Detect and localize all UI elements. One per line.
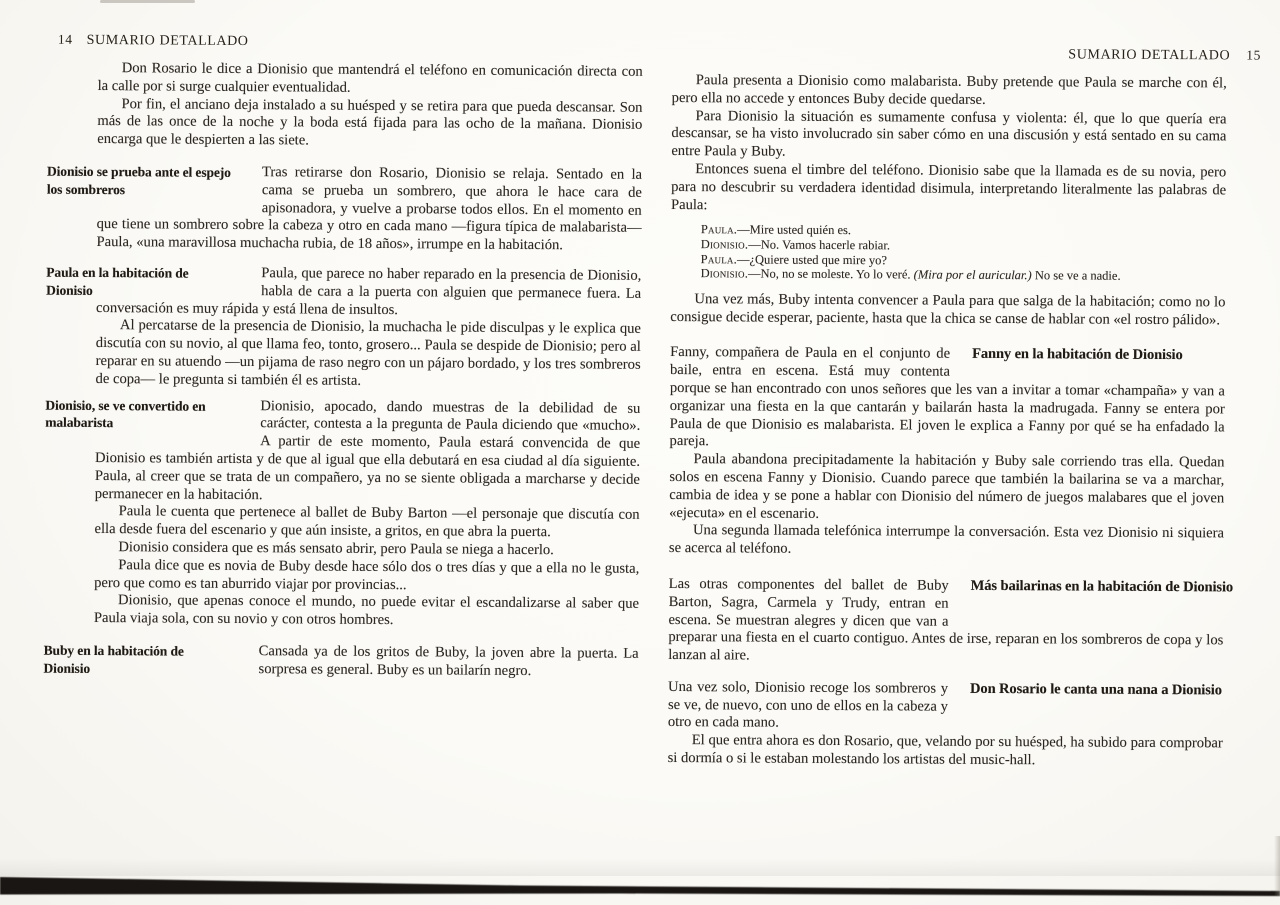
- dialogue-line: [701, 266, 1226, 284]
- paragraph: Paula abandona precipitadamente la habitación y Buby sale corriendo tras ella. Quedan solos en escena Fanny y Dionisio. Cuando parece que también la bailarina se va a marchar, cambia de idea y se pone a hablar con Dionisio del número de juegos malabares que el joven «ejecuta» en el escenario.: [669, 451, 1225, 522]
- margin-heading: Más bailarinas en la habitación de Dionisio: [970, 577, 1234, 596]
- margin-heading: Don Rosario le canta una nana a Dionisio: [970, 680, 1222, 699]
- scan-edge-right: [1274, 836, 1280, 896]
- margin-heading: Paula en la habitación de Dionisio: [46, 264, 189, 298]
- speaker-label: Paula.: [700, 222, 738, 237]
- paragraph: Para Dionisio la situación es sumamente confusa y violenta: él, que lo que quería era descansar, se ha visto involucrado sin saber cómo en una discusión y está sentado en su cama entre Paula y Buby.: [671, 107, 1227, 160]
- scan-edge-smudge: [100, 0, 195, 3]
- margin-heading: Fanny en la habitación de Dionisio: [972, 346, 1183, 364]
- stage-direction: (Mira por el auricular.): [913, 267, 1032, 283]
- paragraph: Paula, que parece no haber reparado en la presencia de Dionisio, habla de cara a la puerta con alguien que permanece fuera. La conversación es muy rápida y está llena de insultos.: [96, 265, 642, 318]
- section-dionisio-malabarista: [45, 397, 641, 632]
- running-head-left: [58, 32, 249, 50]
- margin-heading: Dionisio se prueba ante el espejo los sombreros: [46, 163, 231, 197]
- running-head-title: SUMARIO DETALLADO: [86, 32, 249, 50]
- paragraph: El que entra ahora es don Rosario, que, velando por su huésped, ha subido para comprobar si dormía o si le estaban molestando los artistas del music-hall.: [667, 732, 1223, 769]
- paragraph: Una vez más, Buby intenta convencer a Paula para que salga de la habitación; como no lo consigue decide esperar, paciente, hasta que la chica se canse de hablar con «el rostro pálido».: [670, 290, 1226, 328]
- section-fanny-habitacion: [669, 344, 1225, 561]
- paragraph: Dionisio, apocado, dando muestras de la debilidad de su carácter, contesta a la pregunta de Paula diciendo que «mucho». A partir de este momento, Paula estará convencida de que Dionisio es también artista y de que al igual que ella debutará en esa ciudad al día siguiente. Paula, al creer que se trata de un compañero, ya no se siente obligada a marcharse y decide permanecer en la habitación.: [94, 397, 641, 503]
- dialogue-text: —No, no se moleste. Yo lo veré.: [748, 266, 914, 282]
- speaker-label: Paula.: [700, 251, 738, 266]
- page-15: [667, 44, 1261, 771]
- text-column: [667, 44, 1234, 771]
- margin-heading: Buby en la habitación de Dionisio: [43, 642, 184, 676]
- paragraph: Cansada ya de los gritos de Buby, la joven abre la puerta. La sorpresa es general. Buby es un bailarín negro.: [258, 643, 639, 679]
- dialogue-text: —¿Quiere usted que mire yo?: [736, 251, 887, 267]
- margin-heading: Dionisio, se ve convertido en malabarista: [45, 397, 206, 431]
- running-head-title: SUMARIO DETALLADO: [1068, 47, 1231, 64]
- section-buby-habitacion: [43, 642, 639, 681]
- paragraph: Una vez solo, Dionisio recoge los sombreros y se ve, de nuevo, con uno de ellos en la cabeza y otro en cada mano.: [667, 678, 949, 732]
- dialogue-text: —Mire usted quién es.: [737, 222, 852, 238]
- dialogue-text: —No. Vamos hacerle rabiar.: [748, 237, 891, 253]
- page-14: [43, 31, 643, 681]
- section-mas-bailarinas: [668, 575, 1234, 668]
- paragraph: Una segunda llamada telefónica interrumpe la conversación. Esta vez Dionisio ni siquiera se acerca al teléfono.: [668, 522, 1225, 557]
- dialogue-block: [701, 223, 1226, 285]
- page-number: 15: [1246, 47, 1261, 63]
- paragraph: Dionisio considera que es más sensato abrir, pero Paula se niega a hacerlo.: [118, 539, 554, 559]
- paragraph: Las otras componentes del ballet de Buby Barton, Sagra, Carmela y Trudy, entran en escena. Se muestran alegres y dicen que van a preparar una fiesta en el cuarto contiguo. Antes de irse, reparan en los sombreros de copa y los lanzan al aire.: [668, 575, 1224, 664]
- page-number: 14: [57, 31, 73, 47]
- paragraph: Paula presenta a Dionisio como malabarista. Buby pretende que Paula se marche con él, pero ella no accede y entonces Buby decide quedarse.: [671, 72, 1227, 108]
- running-head-right: [1068, 46, 1261, 64]
- paragraph: Don Rosario le dice a Dionisio que mantendrá el teléfono en comunicación directa con la calle por si surge cualquier eventualidad.: [97, 60, 643, 96]
- paragraph: Fanny, compañera de Paula en el conjunto de baile, entra en escena. Está muy contenta porque se han encontrado con unos señores que les van a invitar a tomar «champaña» y van a organizar una fiesta en la que cantarán y bailarán hasta la madrugada. Fanny se entera por Paula de que Dionisio es malabarista. El joven le explica a Fanny por qué se ha enfadado la pareja.: [669, 344, 1225, 450]
- paragraph: Paula le cuenta que pertenece al ballet de Buby Barton —el personaje que discutía con ella desde fuera del escenario y que aún insiste, a gritos, en que abra la puerta.: [94, 503, 640, 541]
- paragraph: Tras retirarse don Rosario, Dionisio se relaja. Sentado en la cama se prueba un sombrero, que ahora le hace cara de apisonadora, y vuelve a probarse todos ellos. En el momento en que tiene un sombrero sobre la cabeza y otro en cada mano —figura típica de malabarista— Paula, «una maravillosa muchacha rubia, de 18 años», irrumpe en la habitación.: [96, 164, 643, 254]
- dialogue-text: No se ve a nadie.: [1031, 268, 1121, 283]
- bottom-scan-band: [0, 866, 1280, 905]
- speaker-label: Dionisio.: [700, 237, 749, 252]
- paragraph: Por fin, el anciano deja instalado a su huésped y se retira para que pueda descansar. Son más de las once de la noche y la boda está fijada para las ocho de la mañana. Dionisio encarga que le despierten a las siete.: [97, 95, 643, 149]
- paragraph: Dionisio, que apenas conoce el mundo, no puede evitar el escandalizarse al saber que Paula viaja sola, con su novio y con otros hombres.: [93, 592, 640, 629]
- section-don-rosario-nana: [668, 679, 1224, 771]
- paragraph: Al percatarse de la presencia de Dionisio, la muchacha le pide disculpas y le explica que discutía con su novio, al que llama feo, tonto, grosero... Paula se despide de Dionisio; pero al reparar en su atuendo —un pijama de raso negro con un pájaro bordado, y los tres sombreros de copa— le pregunta si también él es artista.: [95, 317, 641, 389]
- paragraph: Paula dice que es novia de Buby desde hace sólo dos o tres días y que a ella no le gusta, pero que como es tan aburrido viajar por provincias...: [94, 556, 640, 593]
- section-dionisio-espejo: [46, 163, 643, 256]
- paragraph: Entonces suena el timbre del teléfono. Dionisio sabe que la llamada es de su novia, pero para no descubrir su verdadera identidad disimula, interpretando literalmente las palabras de Paula:: [670, 161, 1227, 213]
- speaker-label: Dionisio.: [700, 266, 749, 281]
- section-paula-habitacion: [46, 264, 642, 392]
